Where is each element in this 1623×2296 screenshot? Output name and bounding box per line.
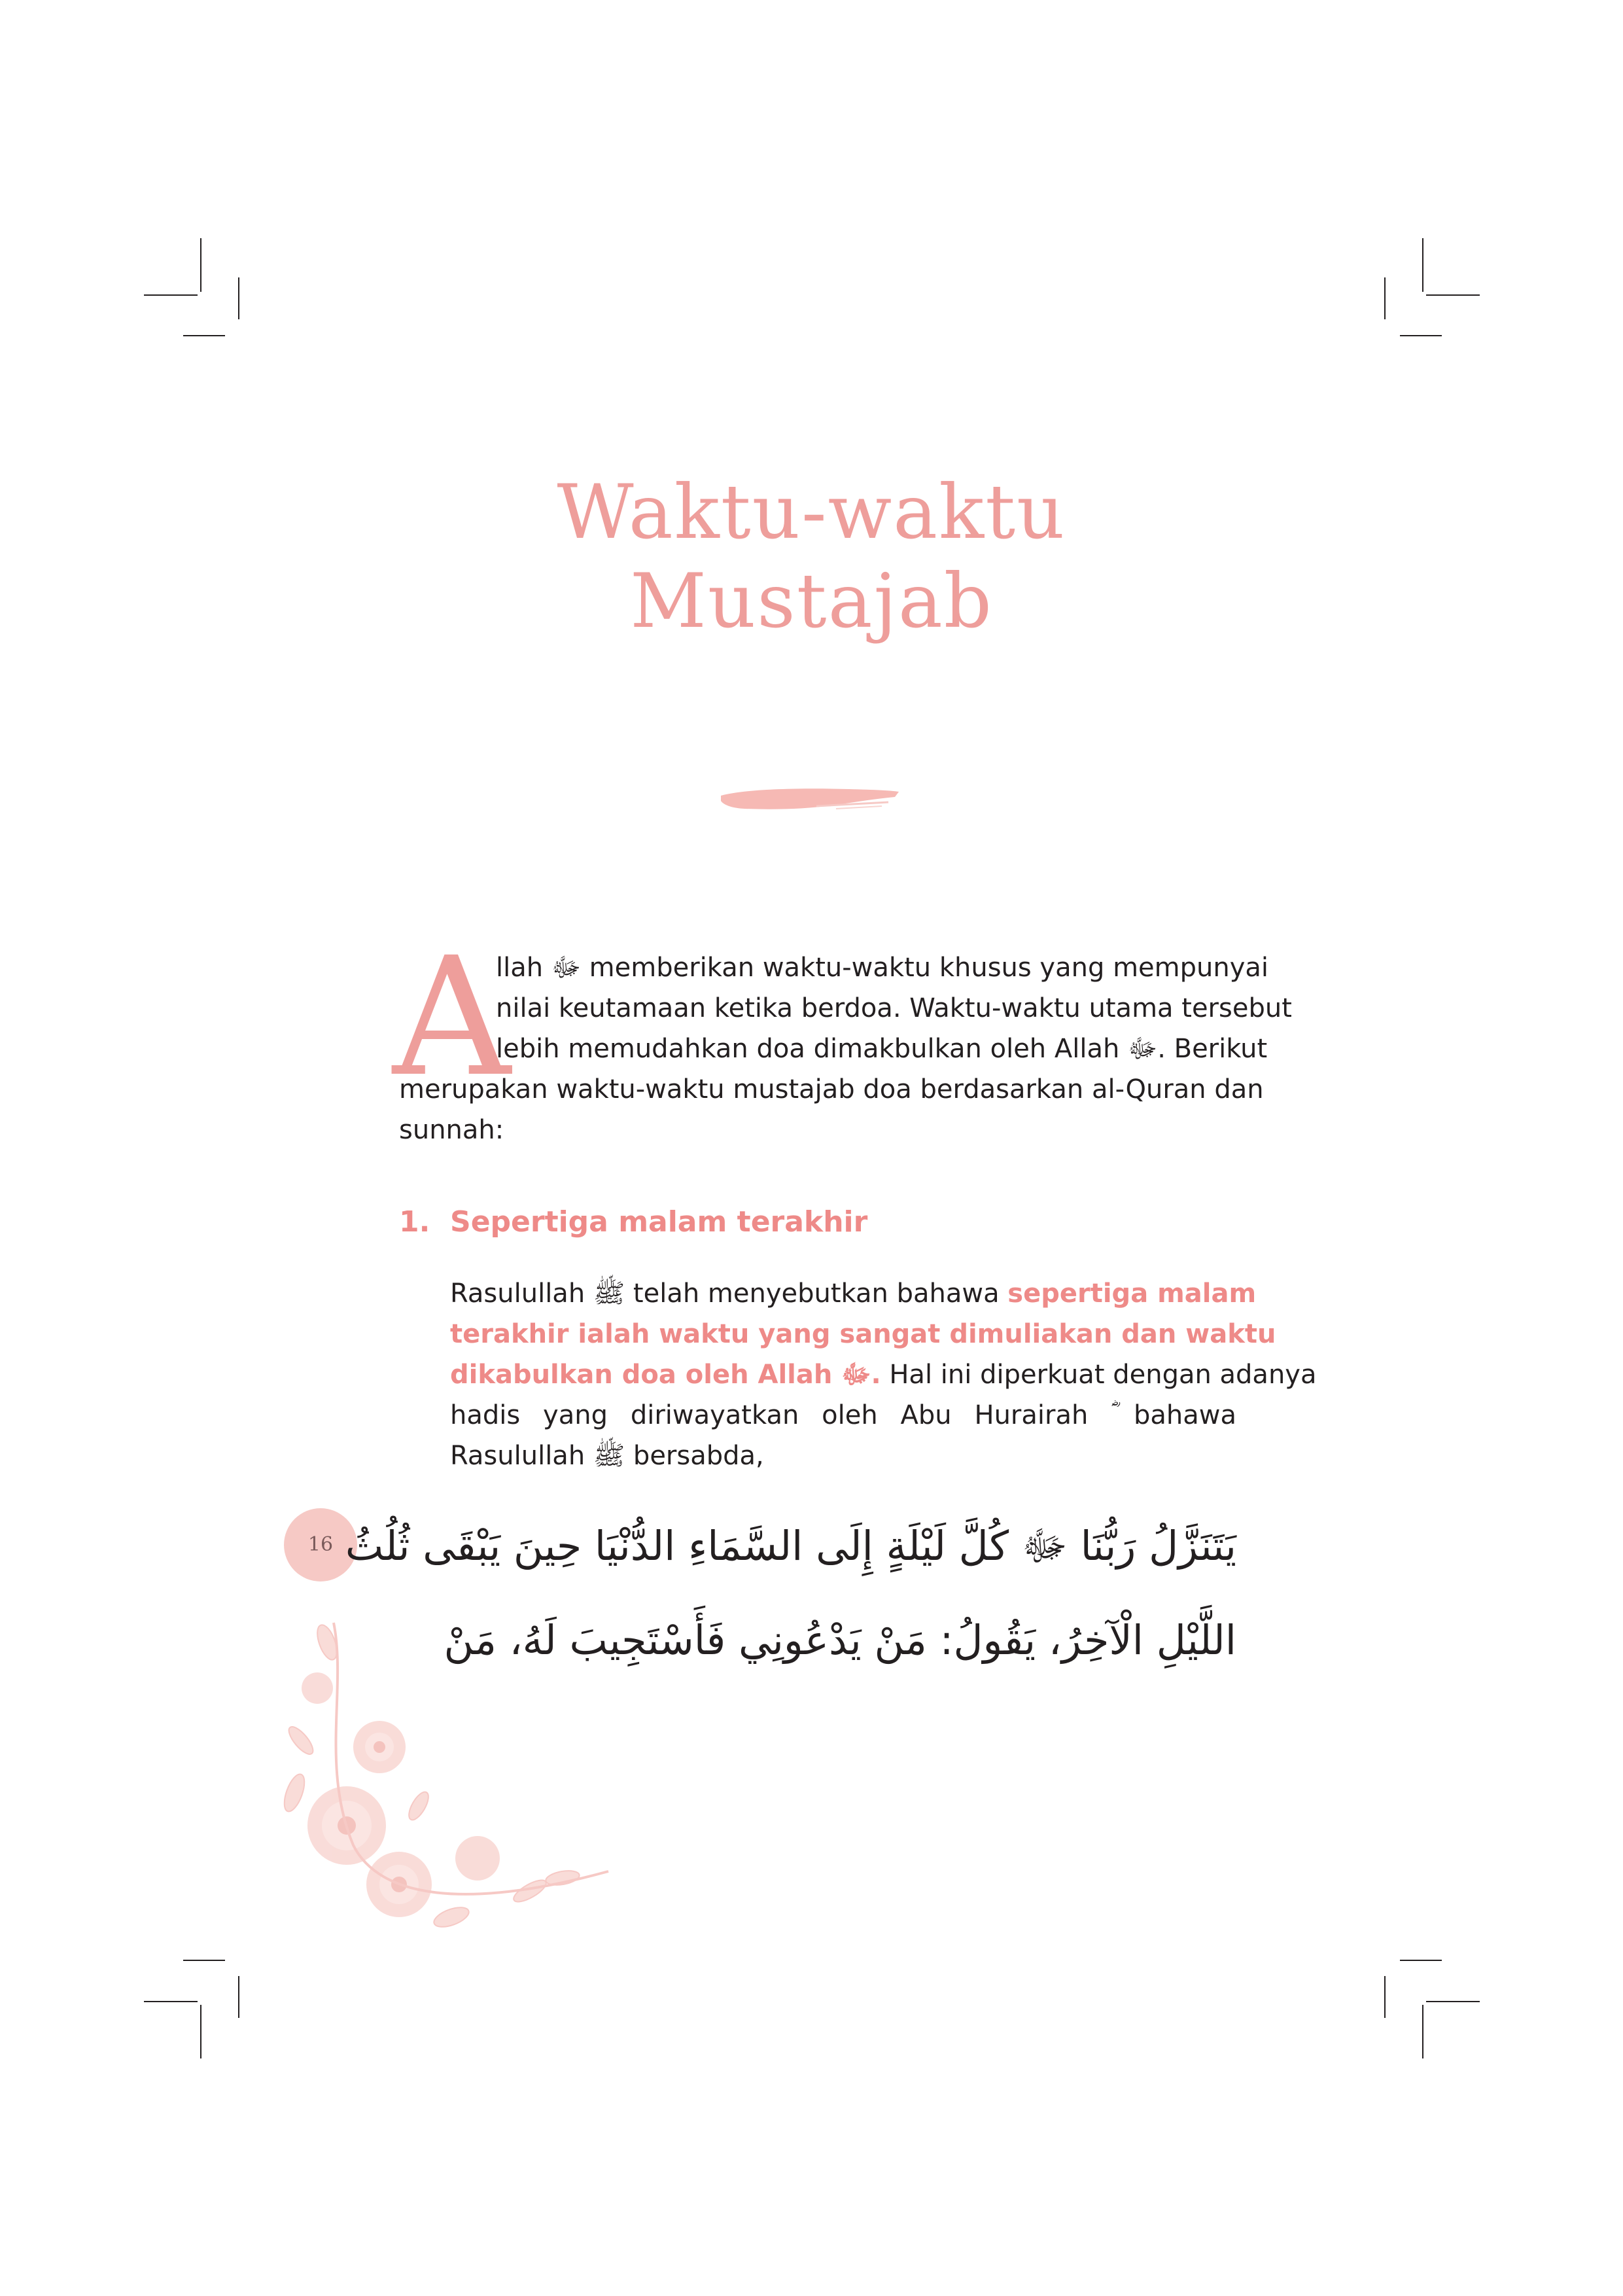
page-number: 16 (307, 1533, 334, 1556)
body-line: hadis yang diriwayatkan oleh Abu Hurairah ؓ bahawa (450, 1400, 1236, 1430)
crop-mark (238, 277, 239, 319)
crop-mark (144, 2001, 198, 2002)
crop-mark (1422, 238, 1423, 292)
title-line-1: Waktu-waktu (557, 468, 1066, 556)
brush-stroke-divider (718, 783, 900, 814)
highlight-line: terakhir ialah waktu yang sangat dimuliakan dan waktu (450, 1319, 1276, 1349)
crop-mark (1384, 1976, 1386, 2018)
intro-line: merupakan waktu-waktu mustajab doa berdasarkan al-Quran dan (399, 1074, 1264, 1104)
arabic-text-line: يَتَنَزَّلُ رَبُّنَا ﷻ كُلَّ لَيْلَةٍ إِلَى السَّمَاءِ الدُّنْيَا حِينَ يَبْقَى ثُلُثُ (345, 1522, 1236, 1570)
crop-mark (183, 1960, 225, 1961)
highlight-text: dikabulkan doa oleh Allah ﷻ. (450, 1360, 881, 1390)
body-text: Rasulullah ﷺ telah menyebutkan bahawa (450, 1279, 1008, 1309)
crop-mark (183, 335, 225, 336)
crop-mark (1426, 294, 1480, 296)
title-line-2: Mustajab (630, 557, 993, 645)
body-line (450, 1273, 1257, 1314)
crop-mark (1422, 2005, 1423, 2058)
section-number: 1. (399, 1205, 430, 1239)
crop-mark (1400, 335, 1442, 336)
intro-line: nilai keutamaan ketika berdoa. Waktu-waktu utama tersebut (496, 993, 1292, 1023)
crop-mark (238, 1976, 239, 2018)
crop-mark (1400, 1960, 1442, 1961)
body-text: Hal ini diperkuat dengan adanya (881, 1360, 1317, 1390)
section-heading: Sepertiga malam terakhir (450, 1205, 868, 1239)
crop-mark (1384, 277, 1386, 319)
crop-mark (200, 2005, 201, 2058)
intro-line: lebih memudahkan doa dimakbulkan oleh Allah ﷻ. Berikut (496, 1034, 1268, 1064)
crop-mark (200, 238, 201, 292)
intro-line: sunnah: (399, 1115, 504, 1145)
page-title (0, 468, 1623, 646)
arabic-text-line: اللَّيْلِ الْآخِرُ، يَقُولُ: مَنْ يَدْعُونِي فَأَسْتَجِيبَ لَهُ، مَنْ (444, 1616, 1236, 1664)
crop-mark (1426, 2001, 1480, 2002)
body-line: Rasulullah ﷺ bersabda, (450, 1441, 764, 1471)
body-line (450, 1354, 1317, 1395)
floral-decoration (255, 1610, 621, 1950)
intro-line: llah ﷻ memberikan waktu-waktu khusus yang mempunyai (496, 953, 1269, 983)
crop-mark (144, 294, 198, 296)
drop-cap: A (393, 922, 511, 1112)
highlight-text: sepertiga malam (1007, 1279, 1257, 1309)
